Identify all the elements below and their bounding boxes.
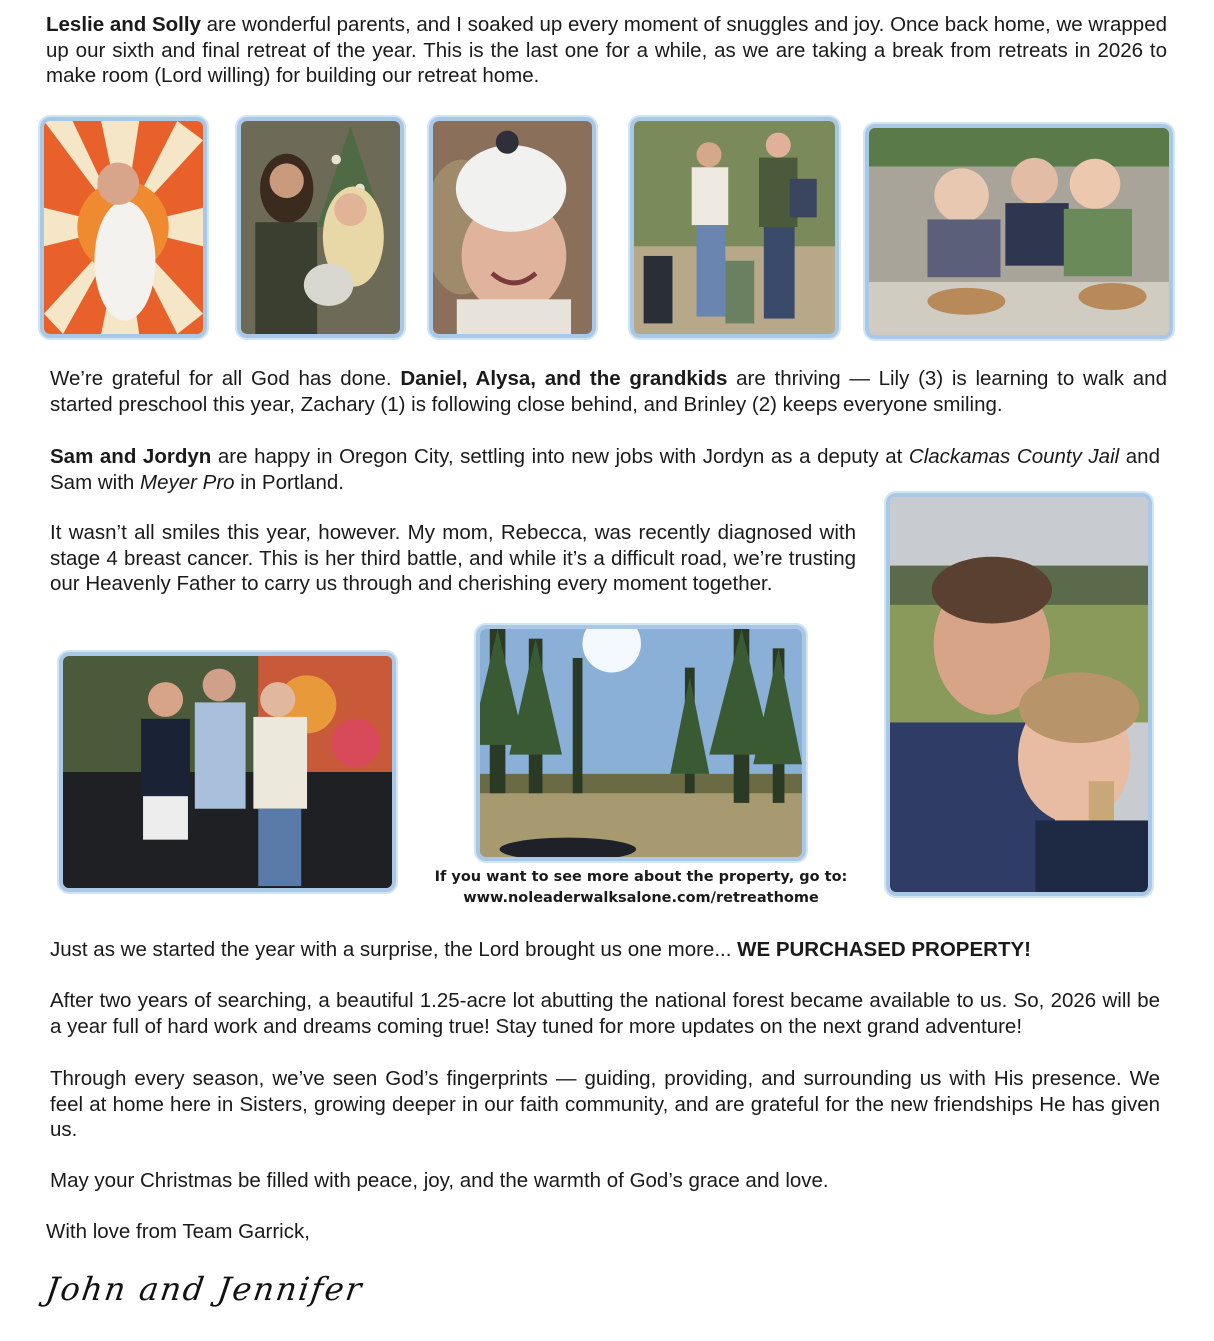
searching-paragraph: After two years of searching, a beautiful 1.25-acre lot abutting the national forest became available to us. So, 2026 will be a year full of hard work and dreams coming true! Stay tuned for more updates on the next grand adventure! xyxy=(50,989,1160,1038)
intro-bold-names: Leslie and Solly xyxy=(46,13,201,36)
family-with-kids-photo xyxy=(630,117,839,338)
grateful-paragraph xyxy=(50,366,1167,417)
sam-text-3: in Portland. xyxy=(234,470,344,494)
grateful-post: are thriving — Lily (3) is learning to walk and started preschool this year, Zachary (1) is following close behind, and Brinley (2) keeps everyone smiling. xyxy=(50,367,1167,416)
sam-paragraph xyxy=(50,444,1160,495)
property-website-link[interactable]: www.noleaderwalksalone.com/retreathome xyxy=(463,890,819,906)
smiles-paragraph: It wasn’t all smiles this year, however. My mom, Rebecca, was recently diagnosed with stage 4 breast cancer. This is her third battle, and while it’s a difficult road, we’re trusting our Heavenly Father to carry us through and cherishing every moment together. xyxy=(50,521,856,595)
season-paragraph: Through every season, we’ve seen God’s fingerprints — guiding, providing, and surrounding us with His presence. We feel at home here in Sisters, growing deeper in our faith community, and are grateful for the new friendships He has given us. xyxy=(50,1067,1160,1141)
sam-text-2: and Sam with xyxy=(50,445,1160,494)
sam-italic-2: Meyer Pro xyxy=(140,470,235,494)
surprise-text: Just as we started the year with a surprise, the Lord brought us one more... xyxy=(50,938,738,961)
three-grandkids-photo xyxy=(865,124,1173,339)
intro-text: are wonderful parents, and I soaked up every moment of snuggles and joy. Once back home, we wrapped up our sixth and final retreat of the year. This is the last one for a while, as we are taking a break from retreats in 2026 to make room (Lord willing) for building our retreat home. xyxy=(46,13,1167,87)
surprise-bold: WE PURCHASED PROPERTY! xyxy=(737,938,1031,961)
christmas-paragraph: May your Christmas be filled with peace, joy, and the warmth of God’s grace and love. xyxy=(50,1169,829,1192)
sam-bold: Sam and Jordyn xyxy=(50,445,212,468)
couple-with-newborn-photo xyxy=(237,117,404,338)
sam-text-1: are happy in Oregon City, settling into new jobs with Jordyn as a deputy at xyxy=(211,445,909,468)
smiling-baby-beanie-photo xyxy=(429,117,596,338)
intro-paragraph xyxy=(46,12,1167,89)
property-caption-line-1: If you want to see more about the property, go to: xyxy=(434,869,848,885)
signature: John and Jennifer xyxy=(43,1270,366,1308)
forest-property-photo xyxy=(476,625,806,861)
closing-line: With love from Team Garrick, xyxy=(46,1220,310,1243)
newborn-on-blanket-photo xyxy=(40,117,207,338)
parents-at-market-photo xyxy=(59,652,396,892)
sam-italic-1: Clackamas County Jail xyxy=(908,445,1120,468)
grateful-bold: Daniel, Alysa, and the grandkids xyxy=(400,367,728,390)
grateful-pre: We’re grateful for all God has done. xyxy=(50,367,401,390)
surprise-paragraph xyxy=(50,937,1167,963)
property-caption xyxy=(420,867,862,909)
couple-selfie-photo xyxy=(886,493,1152,896)
